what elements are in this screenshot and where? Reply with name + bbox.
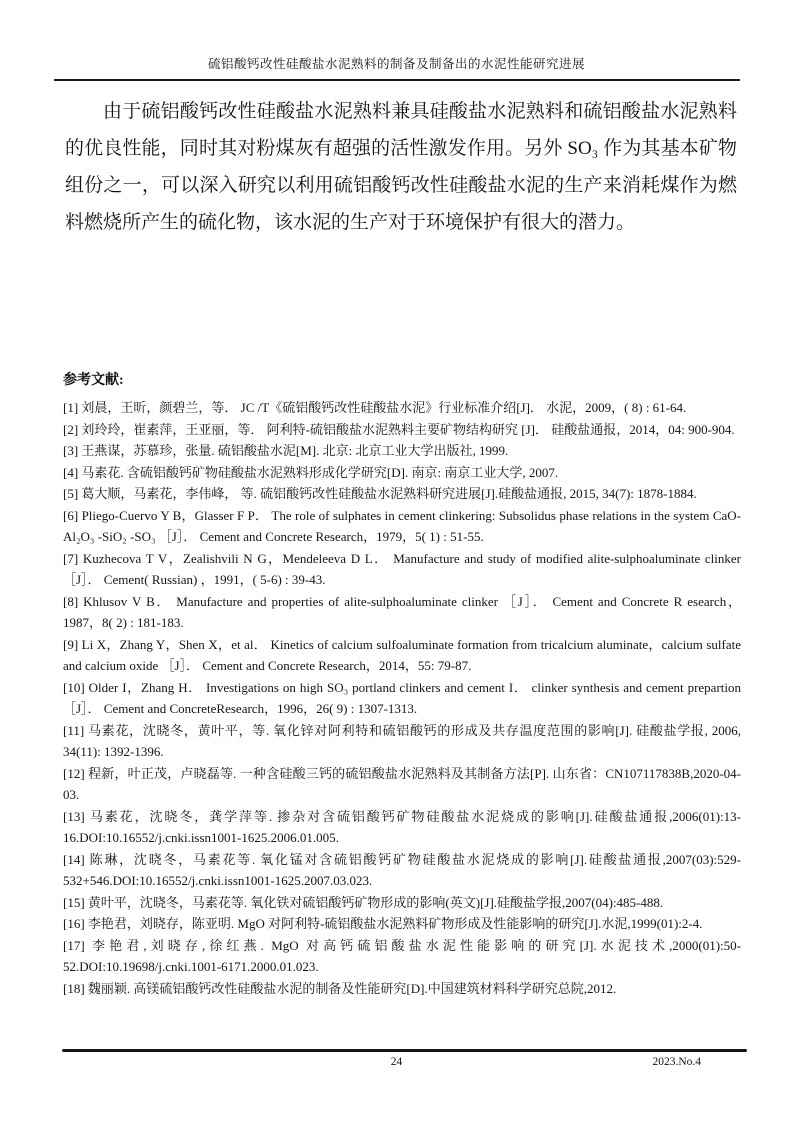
reference-item: [2] 刘玲玲，崔素萍，王亚丽，等． 阿利特-硫铝酸盐水泥熟料主要矿物结构研究 [J]． 硅酸盐通报，2014，04: 900-904. <box>63 421 735 437</box>
reference-item: [10] Older I，Zhang H． Investigations on high SO₃ portland clinkers and cement I． clinker synthesis and cement prepartion ［J］． Cement and ConcreteResearch，1996，26( 9) : 1307-1313. <box>63 679 741 716</box>
footer-divider <box>62 1049 747 1052</box>
reference-item: [9] Li X，Zhang Y，Shen X，et al． Kinetics of calcium sulfoaluminate formation from tricalcium aluminate，calcium sulfate and calcium oxide ［J］． Cement and Concrete Research，2014，55: 79-87. <box>63 636 741 673</box>
reference-item: [15] 黄叶平，沈晓冬，马素花等. 氧化铁对硫铝酸钙矿物形成的影响(英文)[J].硅酸盐学报,2007(04):485-488. <box>63 894 664 910</box>
reference-item: [7] Kuzhecova T V，Zealishvili N G，Mendeleeva D L． Manufacture and study of modified alite-sulphoaluminate clinker ［J］． Cement( Russian) ，1991，( 5-6) : 39-43. <box>63 550 741 587</box>
reference-item: [12] 程新，叶正茂，卢晓磊等. 一种含硅酸三钙的硫铝酸盐水泥熟料及其制备方法[P]. 山东省：CN107117838B,2020-04-03. <box>63 765 741 802</box>
reference-item: [16] 李艳君，刘晓存，陈亚明. MgO 对阿利特-硫铝酸盐水泥熟料矿物形成及性能影响的研究[J].水泥,1999(01):2-4. <box>63 916 703 931</box>
reference-item: [4] 马素花. 含硫铝酸钙矿物硅酸盐水泥熟料形成化学研究[D]. 南京: 南京工业大学, 2007. <box>63 464 559 480</box>
reference-item: [1] 刘晨，王昕，颜碧兰，等． JC /T《硫铝酸钙改性硅酸盐水泥》行业标准介绍[J]． 水泥，2009，( 8) : 61-64. <box>63 400 687 415</box>
references-list <box>63 397 741 999</box>
references-heading: 参考文献: <box>63 373 124 388</box>
reference-item: [13] 马素花，沈晓冬，龚学萍等. 掺杂对含硫铝酸钙矿物硅酸盐水泥烧成的影响[J].硅酸盐通报,2006(01):13-16.DOI:10.16552/j.cnki.issn1001-1625.2006.01.005. <box>63 808 741 845</box>
reference-item: [11] 马素花，沈晓冬，黄叶平，等. 氧化锌对阿利特和硫铝酸钙的形成及共存温度范围的影响[J]. 硅酸盐学报, 2006, 34(11): 1392-1396. <box>63 722 741 759</box>
reference-item: [18] 魏丽颖. 高镁硫铝酸钙改性硅酸盐水泥的制备及性能研究[D].中国建筑材料科学研究总院,2012. <box>63 980 617 996</box>
reference-item: [8] Khlusov V B． Manufacture and properties of alite-sulphoaluminate clinker ［J］． Cement and Concrete R esearch，1987，8( 2) : 181-183. <box>63 593 741 630</box>
reference-item: [5] 葛大顺，马素花，李伟峰， 等. 硫铝酸钙改性硅酸盐水泥熟料研究进展[J].硅酸盐通报, 2015, 34(7): 1878-1884. <box>63 486 697 501</box>
reference-item: [3] 王燕谋，苏慕珍，张量. 硫铝酸盐水泥[M]. 北京: 北京工业大学出版社, 1999. <box>63 443 509 458</box>
running-header-title: 硫铝酸钙改性硅酸盐水泥熟料的制备及制备出的水泥性能研究进展 <box>207 57 585 71</box>
reference-item: [14] 陈琳，沈晓冬，马素花等. 氧化锰对含硫铝酸钙矿物硅酸盐水泥烧成的影响[J].硅酸盐通报,2007(03):529-532+546.DOI:10.16552/j.cnki.issn1001-1625.2007.03.023. <box>63 851 741 888</box>
intro-paragraph: 由于硫铝酸钙改性硅酸盐水泥熟料兼具硅酸盐水泥熟料和硫铝酸盐水泥熟料的优良性能，同时其对粉煤灰有超强的活性激发作用。另外 SO₃ 作为其基本矿物组份之一，可以深入研究以利用硫铝酸钙改性硅酸盐水泥的生产来消耗煤作为燃料燃烧所产生的硫化物，该水泥的生产对于环境保护有很大的潜力。 <box>65 101 737 233</box>
footer-issue-label: 2023.No.4 <box>652 1056 701 1068</box>
header-divider <box>54 79 740 81</box>
reference-item: [17] 李艳君,刘晓存,徐红燕. MgO 对高钙硫铝酸盐水泥性能影响的研究[J].水泥技术,2000(01):50-52.DOI:10.19698/j.cnki.1001-6171.2000.01.023. <box>63 937 741 974</box>
reference-item: [6] Pliego-Cuervo Y B，Glasser F P． The role of sulphates in cement clinkering: Subsolidus phase relations in the system CaO-Al₂O₃ -SiO₂ -SO₃ ［J］． Cement and Concrete Research，1979，5( 1) : 51-55. <box>63 507 741 544</box>
footer-page-number: 24 <box>390 1056 403 1068</box>
